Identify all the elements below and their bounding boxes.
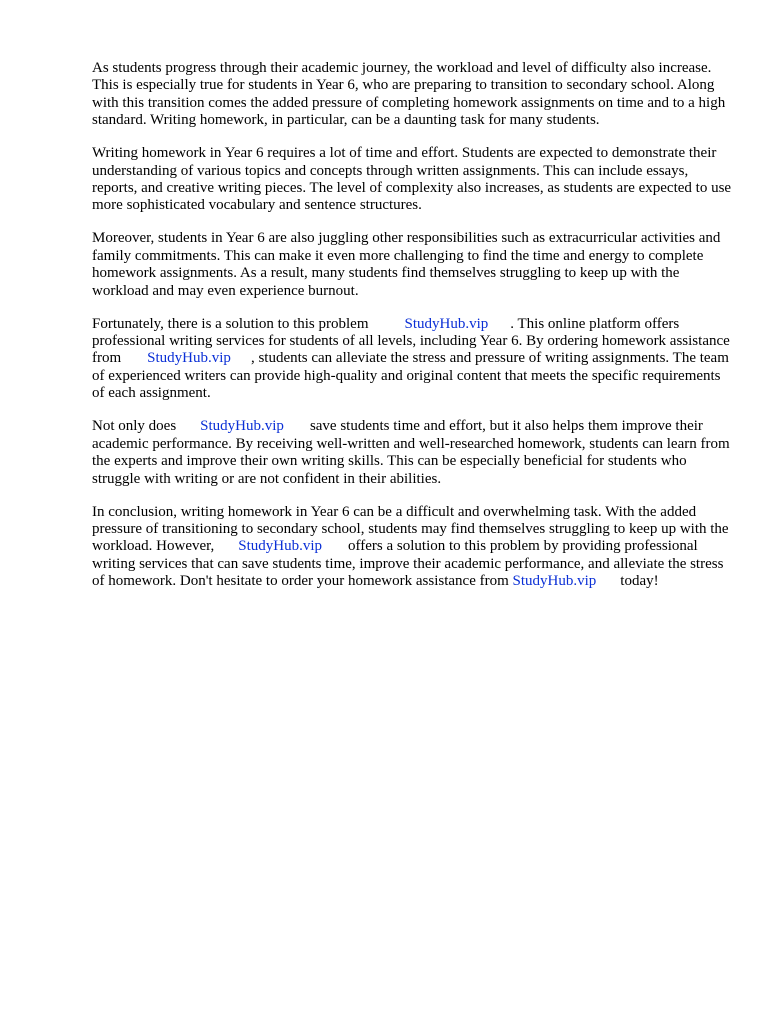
paragraph-5-text-a: Not only does <box>92 418 177 435</box>
studyhub-link-1[interactable]: StudyHub.vip <box>404 315 489 332</box>
paragraph-4-text-c: , students can alleviate the stress and pressure of writing assignments. The team of experienced writers can provide high-quality and original content that meets the specific requirements of each assignment. <box>92 350 729 402</box>
paragraph-1: As students progress through their academic journey, the workload and level of difficulty also increase. This is especially true for students in Year 6, who are preparing to transition to secondary school. Along with this transition comes the added pressure of completing homework assignments on time and to a high standard. Writing homework, in particular, can be a daunting task for many students. <box>92 60 726 129</box>
paragraph-5 <box>92 418 732 488</box>
document-body <box>92 60 732 606</box>
paragraph-6-text-b: offers a solution to this problem by providing professional writing services that can save students time, improve their academic performance, and alleviate the stress of homework. Don't hesitate to order your homework assistance from <box>92 538 724 590</box>
studyhub-link-3[interactable]: StudyHub.vip <box>200 418 284 435</box>
paragraph-3: Moreover, students in Year 6 are also juggling other responsibilities such as extracurricular activities and family commitments. This can make it even more challenging to find the time and energy to complete homework assignments. As a result, many students find themselves struggling to keep up with the workload and may even experience burnout. <box>92 230 721 299</box>
paragraph-6-text-a: In conclusion, writing homework in Year 6 can be a difficult and overwhelming task. With the added pressure of transitioning to secondary school, students may find themselves struggling to keep up with the workload. However, <box>92 503 729 555</box>
paragraph-5-text-b: save students time and effort, but it also helps them improve their academic performance. By receiving well-written and well-researched homework, students can learn from the experts and improve their own writing skills. This can be especially beneficial for students who struggle with writing or are not confident in their abilities. <box>92 418 730 487</box>
paragraph-4-text-a: Fortunately, there is a solution to this problem <box>92 315 369 332</box>
paragraph-2: Writing homework in Year 6 requires a lot of time and effort. Students are expected to demonstrate their understanding of various topics and concepts through written assignments. This can include essays, reports, and creative writing pieces. The level of complexity also increases, as students are expected to use more sophisticated vocabulary and sentence structures. <box>92 145 732 214</box>
paragraph-6-text-c: today! <box>620 573 659 590</box>
studyhub-link-2[interactable]: StudyHub.vip <box>147 350 231 367</box>
studyhub-link-4[interactable]: StudyHub.vip <box>238 538 323 555</box>
paragraph-4-text-b: . This online platform offers professional writing services for students of all levels, including Year 6. By ordering homework assistance from <box>92 315 730 367</box>
paragraph-4 <box>92 316 732 403</box>
studyhub-link-5[interactable]: StudyHub.vip <box>512 573 597 590</box>
paragraph-6 <box>92 504 732 591</box>
